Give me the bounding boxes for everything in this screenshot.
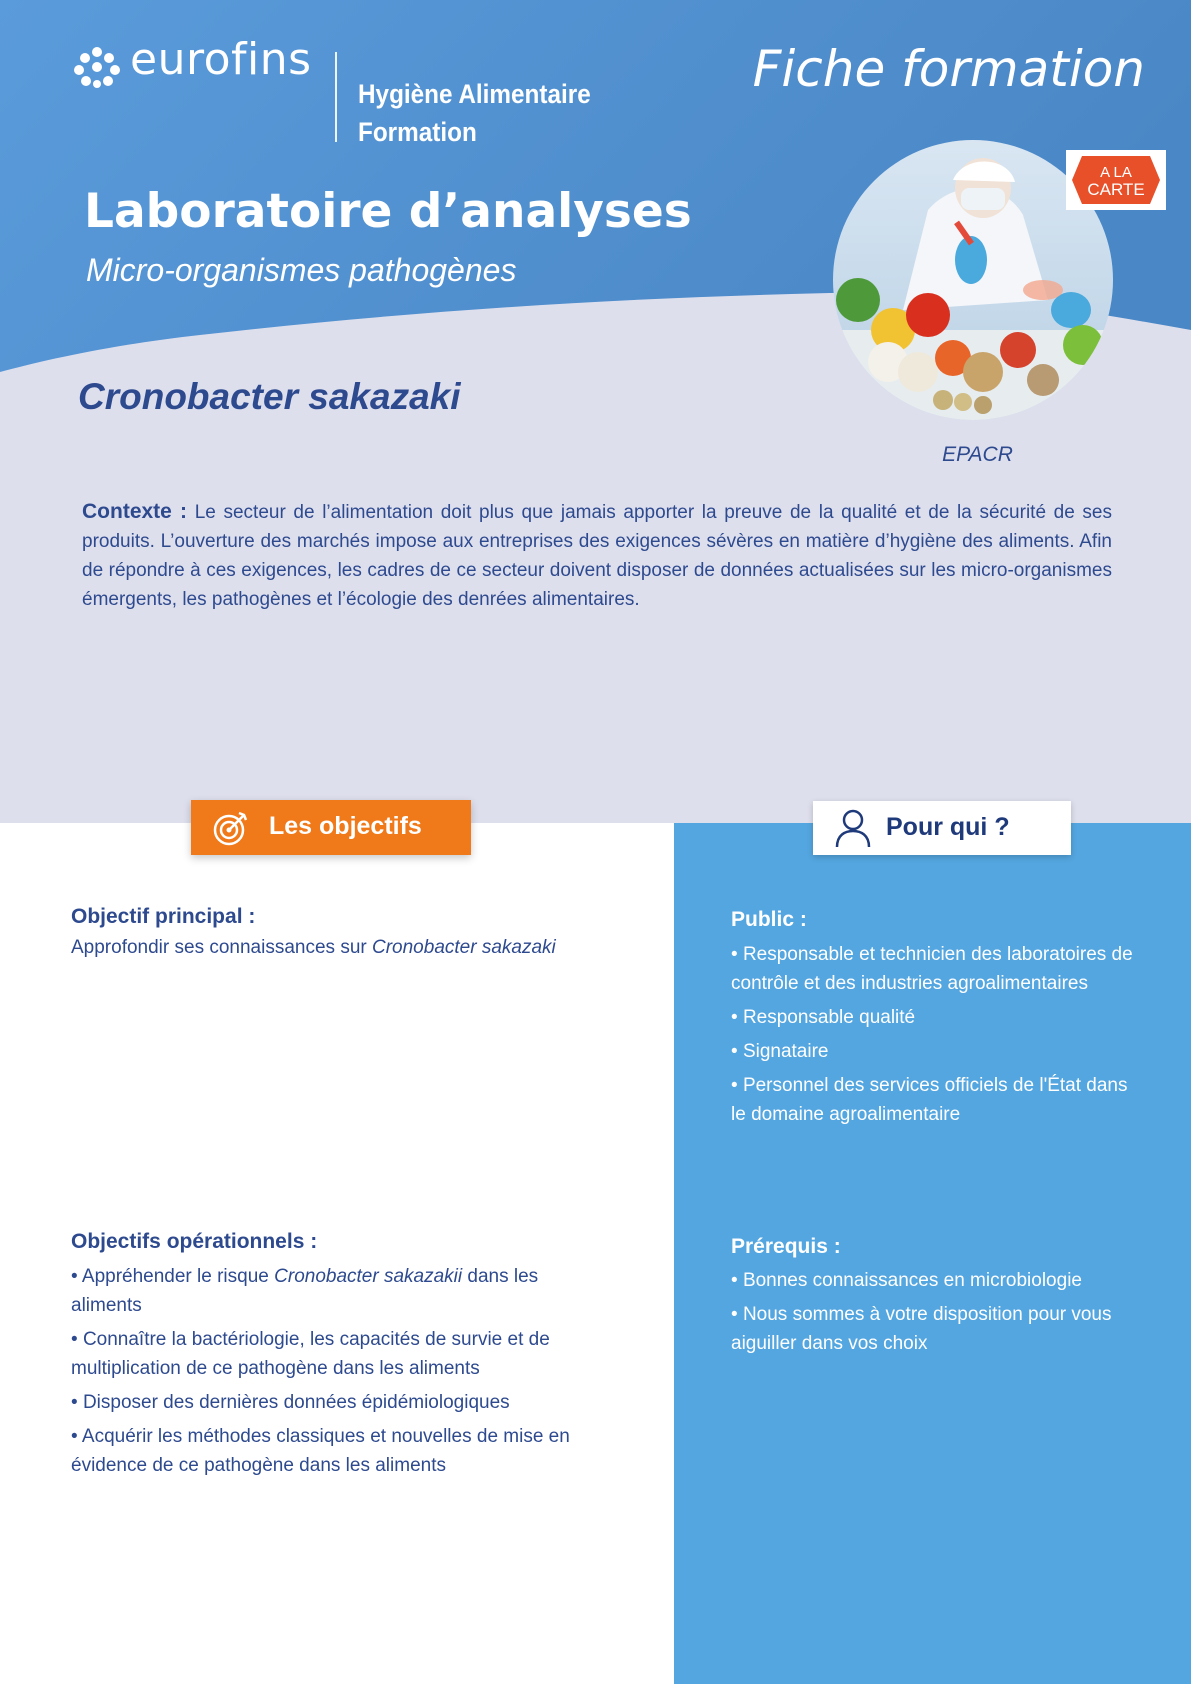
logo-subtitle-line1: Hygiène Alimentaire [358, 79, 591, 109]
list-item: • Connaître la bactériologie, les capacités de survie et de multiplication de ce pathogène dans les aliments [71, 1325, 611, 1383]
prerequisites-list [731, 1266, 1151, 1363]
fiche-formation-label: Fiche formation [752, 40, 1145, 98]
context-text: Le secteur de l’alimentation doit plus que jamais apporter la preuve de la qualité et de la sécurité de ses produits. L’ouverture des marchés impose aux entreprises des exigences sévères en matière d’hygiène des aliments. Afin de répondre à ces exigences, les cadres de ce secteur doivent disposer de données actualisées sur les micro-organismes émergents, les pathogènes et l’écologie des denrées alimentaires. [82, 502, 1113, 610]
a-la-carte-badge [1066, 150, 1166, 210]
context-paragraph [82, 497, 1112, 614]
list-item: • Appréhender le risque Cronobacter sakazakii dans les aliments [71, 1262, 611, 1320]
training-topic: Cronobacter sakazaki [78, 376, 461, 417]
page-title: Laboratoire d’analyses [84, 184, 692, 239]
list-item: • Signataire [731, 1037, 1141, 1066]
list-item: • Responsable et technicien des laboratoires de contrôle et des industries agroalimentaires [731, 940, 1141, 998]
list-item: • Bonnes connaissances en microbiologie [731, 1266, 1151, 1295]
eurofins-logo-icon [72, 44, 122, 90]
badge-line1: A LA [1100, 164, 1132, 181]
operational-objectives-list [71, 1262, 611, 1485]
public-list [731, 940, 1141, 1134]
objectives-label: Les objectifs [269, 812, 422, 840]
context-label: Contexte : [82, 500, 188, 523]
prerequisites-heading: Prérequis : [731, 1235, 841, 1258]
page-subtitle: Micro-organismes pathogènes [86, 252, 517, 288]
operational-objectives-heading: Objectifs opérationnels : [71, 1230, 318, 1253]
list-item: • Acquérir les méthodes classiques et nouvelles de mise en évidence de ce pathogène dans les aliments [71, 1422, 611, 1480]
logo-subtitle-line2: Formation [358, 117, 477, 147]
audience-section-header [813, 801, 1071, 855]
objectives-section-header [191, 800, 471, 855]
list-item: • Responsable qualité [731, 1003, 1141, 1032]
person-icon [833, 807, 873, 849]
list-item: • Nous sommes à votre disposition pour vous aiguiller dans vos choix [731, 1300, 1151, 1358]
main-objective-text [71, 933, 611, 962]
badge-line2: CARTE [1087, 180, 1145, 199]
main-objective-species: Cronobacter sakazaki [372, 937, 556, 958]
main-objective-prefix: Approfondir ses connaissances sur [71, 937, 372, 958]
public-heading: Public : [731, 908, 807, 931]
list-item: • Disposer des dernières données épidémiologiques [71, 1388, 611, 1417]
list-item: • Personnel des services officiels de l'État dans le domaine agroalimentaire [731, 1071, 1141, 1129]
logo-separator [335, 52, 337, 142]
training-code: EPACR [942, 443, 1013, 466]
audience-label: Pour qui ? [886, 813, 1010, 841]
eurofins-logo-text: eurofins [130, 34, 312, 85]
main-objective-heading: Objectif principal : [71, 905, 256, 928]
target-icon [211, 808, 251, 848]
